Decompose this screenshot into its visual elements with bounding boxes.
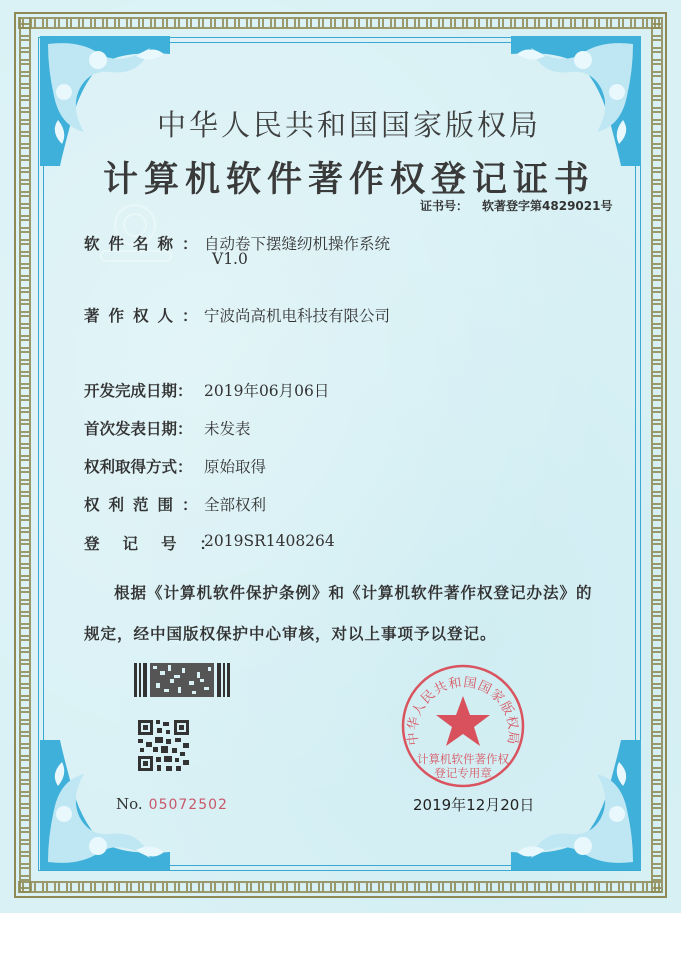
greek-key-border-right: [651, 17, 663, 893]
certificate-number-value: 软著登字第4829021号: [482, 199, 613, 213]
statement-line-2: 规定，经中国版权保护中心审核，对以上事项予以登记。: [84, 625, 497, 643]
field-completion-date: [84, 379, 329, 401]
field-value: 全部权利: [204, 496, 267, 514]
seal-outer-text: 中华人民共和国国家版权局: [405, 675, 521, 746]
field-value: 原始取得: [204, 458, 267, 476]
corner-ornament-icon: [40, 36, 170, 166]
issue-date: 2019年12月20日: [413, 796, 535, 814]
serial-number: [116, 795, 228, 813]
field-label: 权利范围：: [84, 496, 207, 514]
field-rights-scope: [84, 493, 266, 515]
field-software-version: V1.0: [212, 250, 248, 268]
corner-ornament-icon: [511, 36, 641, 166]
issuer-title: 中华人民共和国国家版权局: [156, 108, 541, 142]
greek-key-border-bottom: [18, 881, 661, 893]
seal-inner-line-1: 计算机软件著作权: [417, 752, 509, 766]
field-label: 著作权人：: [84, 307, 207, 325]
field-registration-number: [84, 532, 335, 554]
field-value: 2019年06月06日: [204, 382, 330, 400]
field-value: 2019SR1408264: [204, 532, 335, 550]
seal-inner-line-2: 登记专用章: [434, 766, 492, 780]
star-icon: [436, 696, 490, 746]
field-acquisition-method: [84, 455, 266, 477]
field-copyright-owner: [84, 304, 390, 326]
field-first-publication-date: [84, 417, 251, 439]
qr-code-icon: [138, 720, 189, 771]
field-value: 未发表: [204, 420, 251, 438]
field-label: 首次发表日期：: [84, 420, 193, 438]
field-value: 自动卷下摆缝纫机操作系统: [204, 235, 391, 253]
field-label: 开发完成日期：: [84, 382, 193, 400]
statement-line-1: 根据《计算机软件保护条例》和《计算机软件著作权登记办法》的: [114, 584, 593, 602]
greek-key-border-left: [19, 17, 31, 893]
field-label: 权利取得方式：: [84, 458, 193, 476]
certificate-title: 计算机软件著作权登记证书: [102, 159, 595, 200]
serial-value: 05072502: [148, 797, 228, 813]
barcode-icon: [134, 663, 232, 697]
certificate-number: [420, 197, 612, 214]
field-label: 登记号：: [84, 535, 239, 553]
certificate-number-label: 证书号：: [420, 199, 469, 213]
field-value: 宁波尚高机电科技有限公司: [204, 307, 391, 325]
emboss-watermark-icon: [95, 195, 185, 265]
serial-label: No.: [116, 795, 143, 813]
official-seal: [400, 663, 526, 789]
greek-key-border-top: [18, 17, 661, 29]
field-label: 软件名称：: [84, 235, 207, 253]
